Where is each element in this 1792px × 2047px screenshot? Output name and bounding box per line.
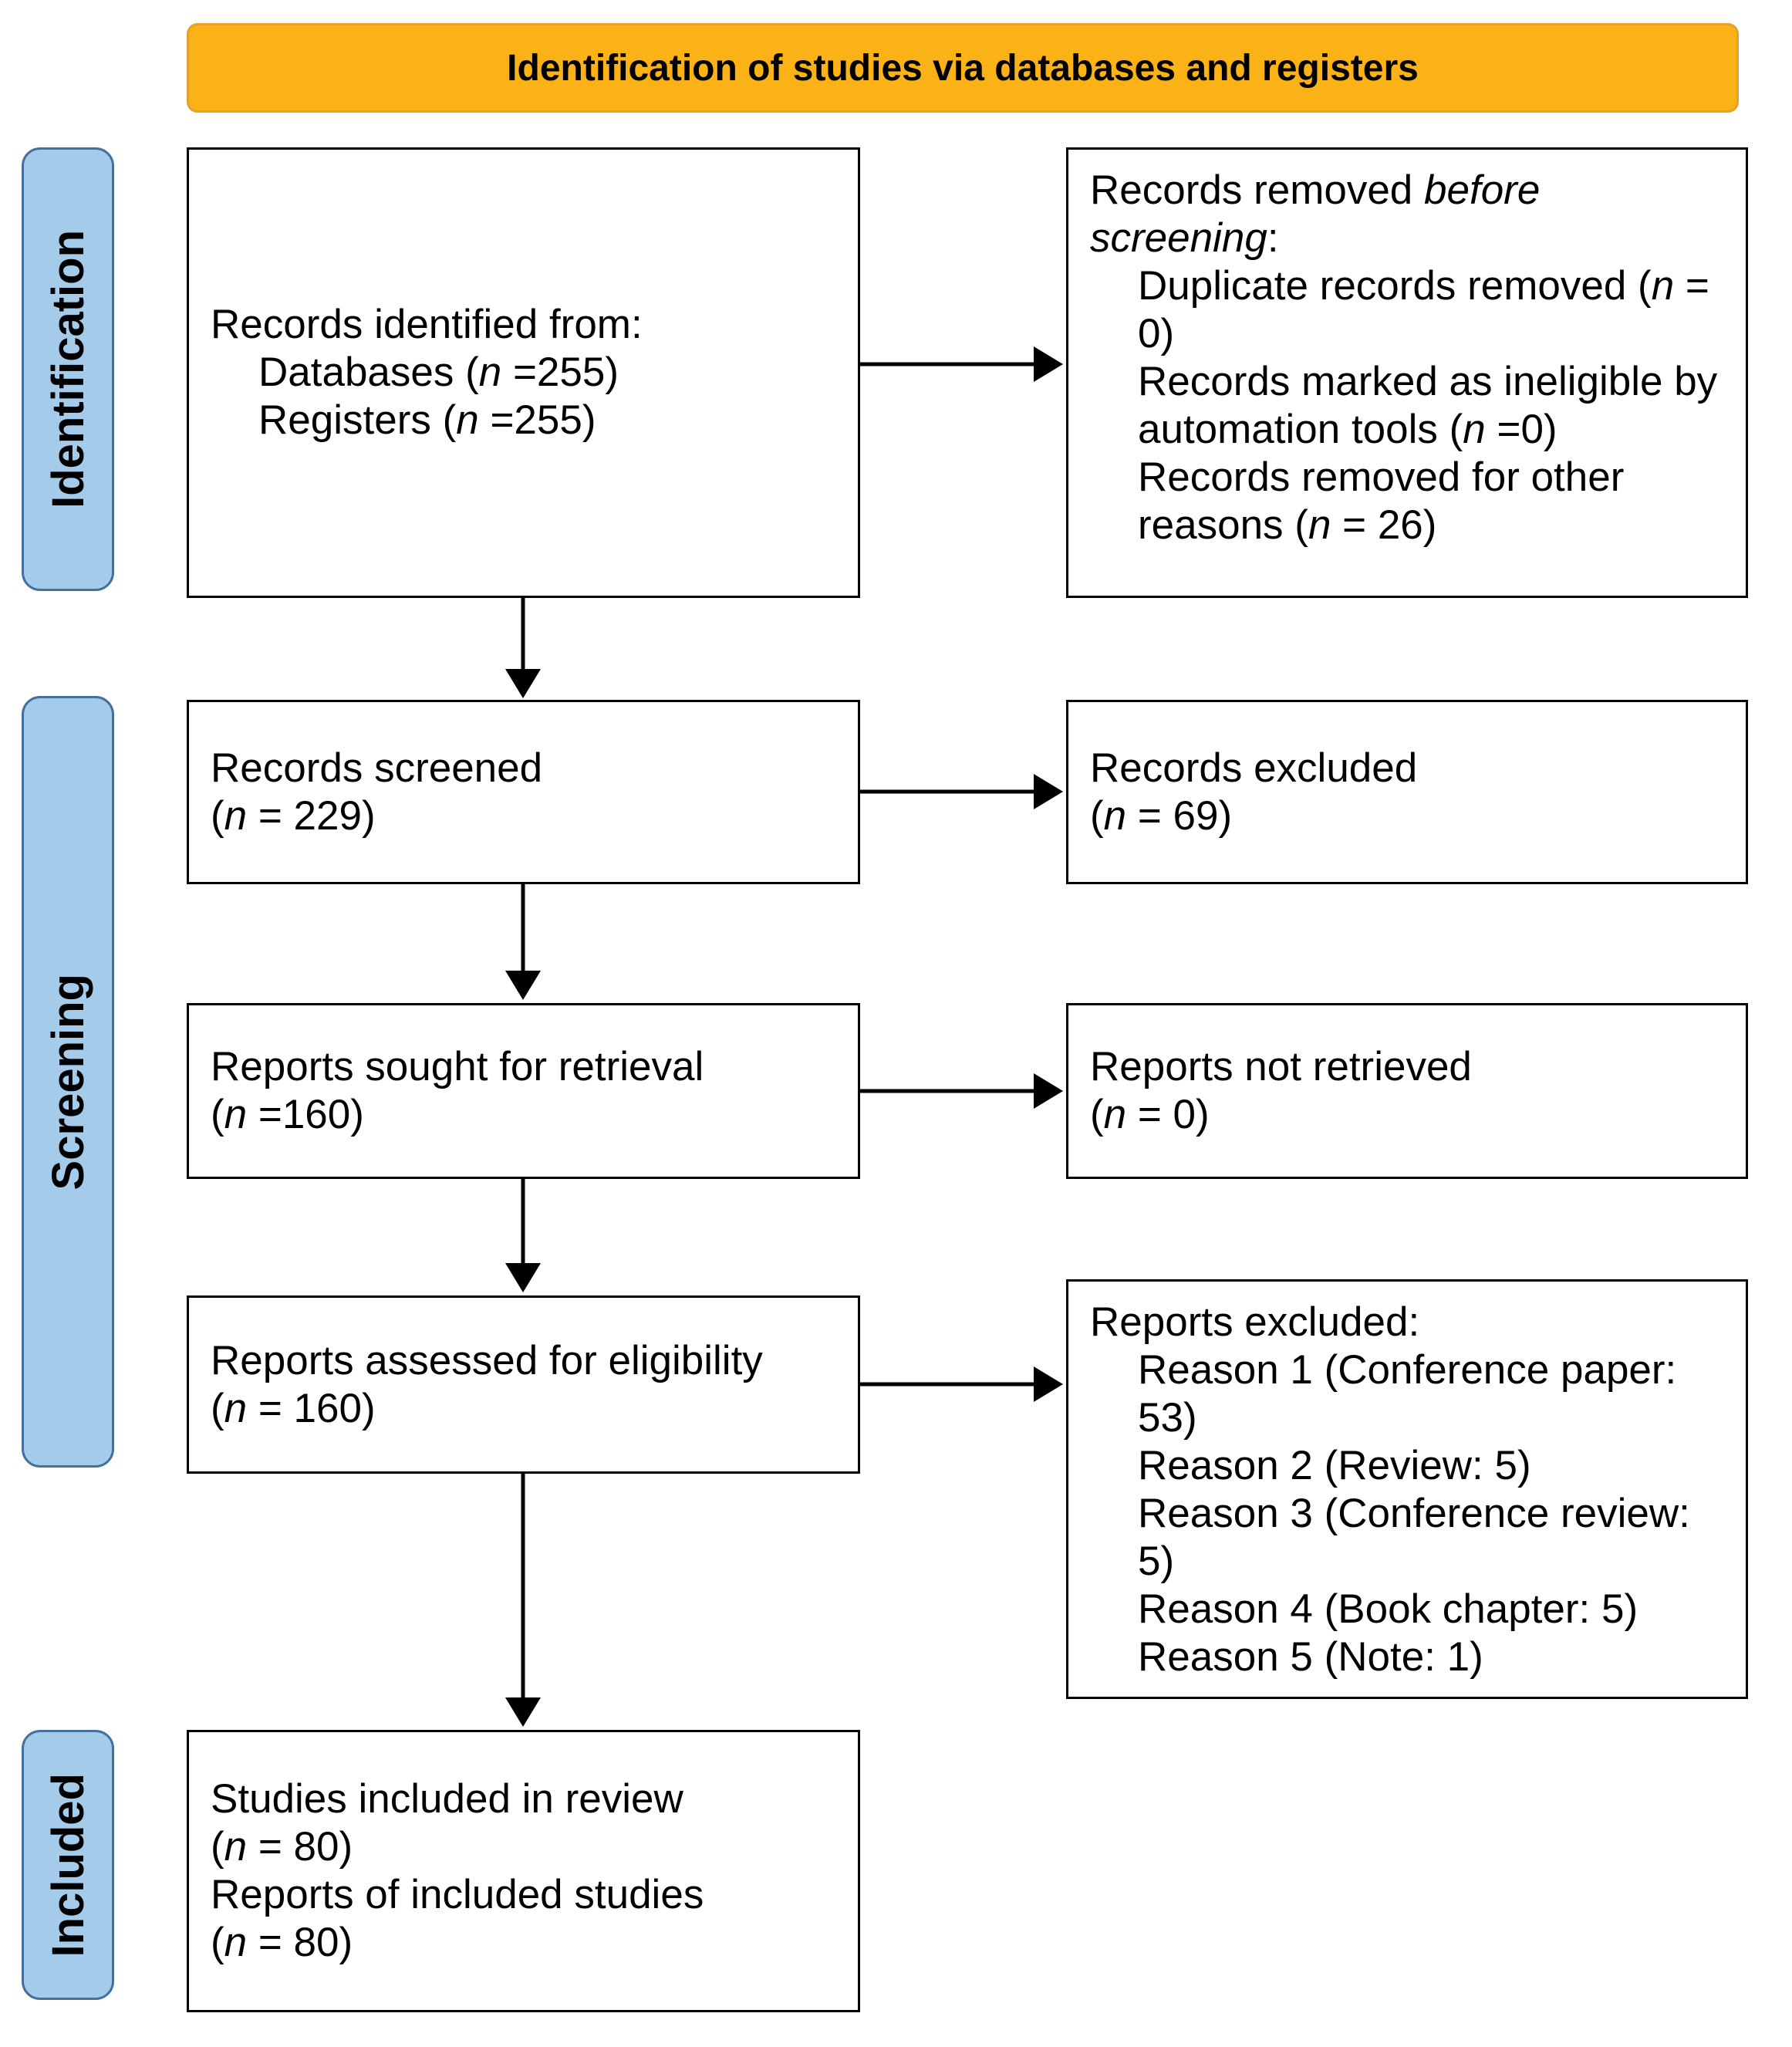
text-line: Records identified from: — [211, 302, 643, 347]
stage-included-label: Included — [42, 1772, 93, 1957]
box-studies-included — [187, 1730, 860, 2012]
text-line: Reason 2 (Review: 5) — [1138, 1443, 1531, 1488]
text-line: (n = 160) — [211, 1385, 376, 1431]
box-records-excluded — [1066, 700, 1748, 884]
box-records-removed-before-screening — [1066, 147, 1748, 598]
stage-included — [22, 1730, 114, 2000]
banner-label: Identification of studies via databases and registers — [507, 47, 1419, 89]
arrow-sought-to-not-retrieved — [860, 1073, 1063, 1109]
text-line: (n = 0) — [1090, 1092, 1210, 1137]
text-line: Records screened — [211, 745, 543, 791]
banner-title — [187, 23, 1739, 113]
text-line: Reason 3 (Conference review: 5) — [1138, 1491, 1690, 1584]
text-line: Studies included in review — [211, 1776, 683, 1822]
text-line: Reason 4 (Book chapter: 5) — [1138, 1586, 1638, 1632]
stage-screening-label: Screening — [42, 973, 93, 1191]
box-records-identified — [187, 147, 860, 598]
arrow-identified-to-screened — [505, 598, 541, 698]
arrow-assessed-to-included — [505, 1474, 541, 1727]
arrow-screened-to-sought — [505, 884, 541, 1000]
stage-identification — [22, 147, 114, 591]
arrow-identified-to-removed — [860, 346, 1063, 382]
text-line: Duplicate records removed (n = 0) — [1138, 263, 1709, 356]
box-reports-excluded-reasons — [1066, 1279, 1748, 1699]
text-line: Records removed for other reasons (n = 26) — [1138, 454, 1625, 548]
arrow-screened-to-excluded — [860, 774, 1063, 809]
box-reports-assessed — [187, 1295, 860, 1474]
stage-screening — [22, 696, 114, 1468]
text-line: Records removed before screening: — [1090, 167, 1541, 261]
text-line: Reports excluded: — [1090, 1299, 1420, 1345]
text-line: Registers (n =255) — [258, 397, 596, 443]
text-line: Reports of included studies — [211, 1872, 704, 1917]
text-line: Reason 5 (Note: 1) — [1138, 1634, 1483, 1680]
text-line: Records marked as ineligible by automation tools (n =0) — [1138, 359, 1718, 452]
text-line: Reports not retrieved — [1090, 1044, 1472, 1089]
text-line: Reason 1 (Conference paper: 53) — [1138, 1347, 1677, 1441]
box-reports-not-retrieved — [1066, 1003, 1748, 1179]
text-line: (n = 80) — [211, 1920, 353, 1965]
text-line: (n = 80) — [211, 1824, 353, 1870]
text-line: (n = 69) — [1090, 792, 1233, 839]
box-reports-sought — [187, 1003, 860, 1179]
stage-identification-label: Identification — [42, 230, 93, 508]
text-line: Reports sought for retrieval — [211, 1044, 704, 1089]
text-line: (n = 229) — [211, 792, 376, 839]
arrow-assessed-to-excluded-reasons — [860, 1366, 1063, 1402]
text-line: Records excluded — [1090, 745, 1418, 791]
arrow-sought-to-assessed — [505, 1179, 541, 1292]
text-line: Reports assessed for eligibility — [211, 1337, 763, 1383]
box-records-screened — [187, 700, 860, 884]
text-line: Databases (n =255) — [258, 350, 619, 395]
text-line: (n =160) — [211, 1092, 364, 1137]
